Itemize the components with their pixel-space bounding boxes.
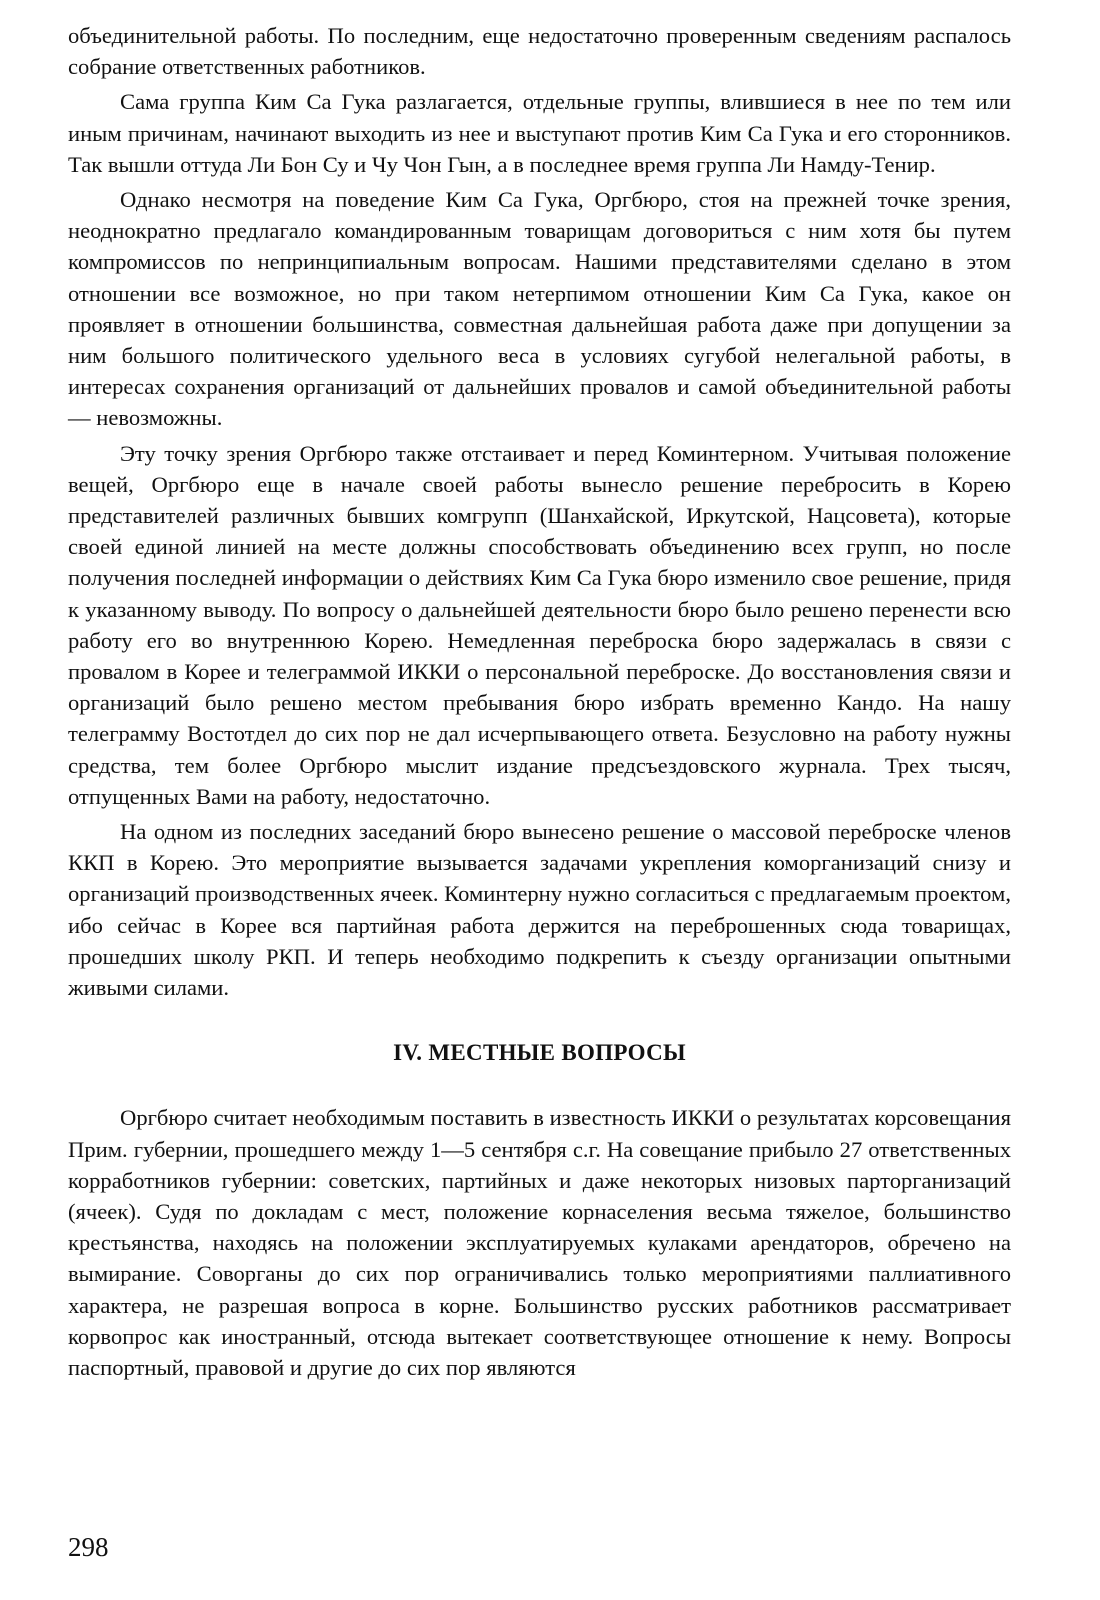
paragraph-local-questions: Оргбюро считает необходимым поставить в известность ИККИ о результатах корсовещания Прим. губернии, прошедшего между 1—5 сентября с.г. На совещание прибыло 27 ответственных корработников губернии: советских, партийных и даже некоторых низовых парторганизаций (ячеек). Судя по докладам с мест, положение корнаселения весьма тяжелое, большинство крестьянства, находясь на положении эксплуатируемых кулаками арендаторов, обречено на вымирание. Соворганы до сих пор ограничивались только мероприятиями паллиативного характера, не разрешая вопроса в корне. Большинство русских работников рассматривает корвопрос как иностранный, отсюда вытекает соответствующее отношение к нему. Вопросы паспортный, правовой и другие до сих пор являются <box>68 1105 1011 1380</box>
section-heading: IV. МЕСТНЫЕ ВОПРОСЫ <box>393 1040 686 1066</box>
paragraph-comintern-viewpoint: Эту точку зрения Оргбюро также отстаивает и перед Коминтерном. Учитывая положение вещей, Оргбюро еще в начале своей работы вынесло решение перебросить в Корею представителей различных бывших комгрупп (Шанхайской, Иркутской, Нацсовета), которые своей единой линией на месте должны способствовать объединению всех групп, но после получения последней информации о действиях Ким Са Гука бюро изменило свое решение, придя к указанному выводу. По вопросу о дальнейшей деятельности бюро было решено перенести всю работу его во внутреннюю Корею. Немедленная переброска бюро задержалась в связи с провалом в Корее и телеграммой ИККИ о персональной переброске. До восстановления связи и организаций было решено местом пребывания бюро избрать временно Кандо. На нашу телеграмму Востотдел до сих пор не дал исчерпывающего ответа. Безусловно на работу нужны средства, тем более Оргбюро мыслит издание предсъездовского журнала. Трех тысяч, отпущенных Вами на работу, недостаточно. <box>68 440 1011 809</box>
paragraph-kim-sa-guk-group: Сама группа Ким Са Гука разлагается, отдельные группы, влившиеся в нее по тем или иным причинам, начинают выходить из нее и выступают против Ким Са Гука и его сторонников. Так вышли оттуда Ли Бон Су и Чу Чон Гын, а в последнее время группа Ли Намду-Тенир. <box>68 89 1011 177</box>
document-page <box>68 20 1011 1387</box>
page-number: 298 <box>68 1532 109 1562</box>
paragraph-orgburo-position: Однако несмотря на поведение Ким Са Гука, Оргбюро, стоя на прежней точке зрения, неоднократно предлагало командированным товарищам договориться с ним хотя бы путем компромиссов по непринципиальным вопросам. Нашими представителями сделано в этом отношении все возможное, но при таком нетерпимом отношении Ким Са Гука, какое он проявляет в отношении большинства, совместная дальнейшая работа даже при допущении за ним большого политического удельного веса в условиях сугубой нелегальной работы, в интересах сохранения организаций от дальнейших провалов и самой объединительной работы — невозможны. <box>68 187 1011 431</box>
paragraph-continuation: объединительной работы. По последним, еще недостаточно проверенным сведениям распалось собрание ответственных работников. <box>68 23 1011 80</box>
paragraph-mass-transfer: На одном из последних заседаний бюро вынесено решение о массовой переброске членов ККП в Корею. Это мероприятие вызывается задачами укрепления коморганизаций снизу и организаций производственных ячеек. Коминтерну нужно согласиться с предлагаемым проектом, ибо сейчас в Корее вся партийная работа держится на переброшенных сюда товарищах, прошедших школу РКП. И теперь необходимо подкрепить к съезду организации опытными живыми силами. <box>68 819 1011 1001</box>
